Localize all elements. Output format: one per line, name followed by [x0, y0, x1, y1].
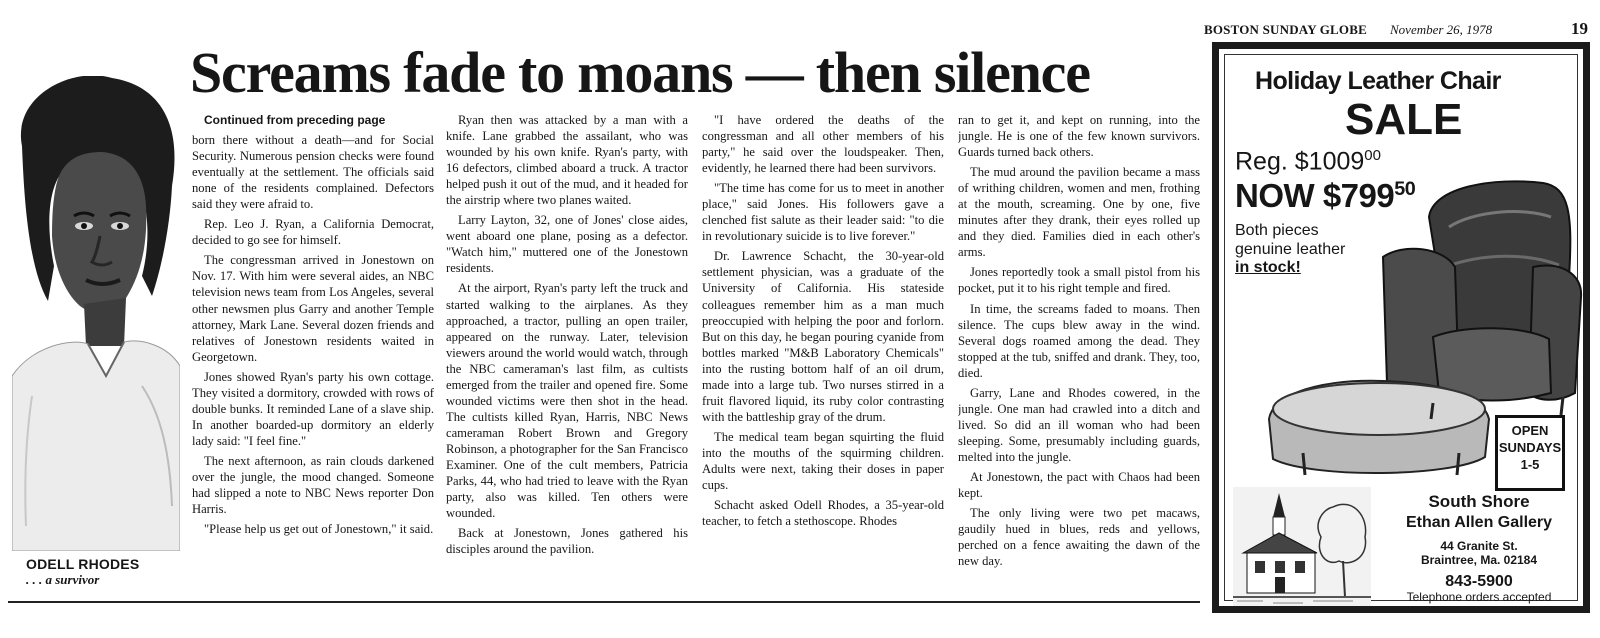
paragraph: Jones showed Ryan's party his own cottage. They visited a dormitory, crowded with rows of double bunks. It reminded Lane of a slave ship. In another boarded-up dormitory an elderly lady said: "I feel fine."	[192, 369, 434, 448]
continued-line: Continued from preceding page	[204, 113, 386, 127]
regular-price	[1235, 147, 1381, 176]
ad-sale-label: SALE	[1345, 95, 1463, 144]
now-price-value: $799	[1322, 177, 1395, 214]
publication-date: November 26, 1978	[1390, 22, 1493, 37]
reg-label: Reg.	[1235, 147, 1295, 176]
paragraph: Jones reportedly took a small pistol from his pocket, put it to his right temple and fired.	[958, 265, 1200, 296]
caption-name: ODELL RHODES	[26, 556, 140, 572]
ad-title: Holiday Leather Chair	[1255, 67, 1501, 95]
paragraph: "Please help us get out of Jonestown," it said.	[204, 522, 434, 537]
paragraph: The only living were two pet macaws, gaudily hued in blues, reds and yellows, perched on a fence awaiting the dawn of the new day.	[958, 506, 1200, 569]
article-column-3	[702, 112, 944, 590]
open-line-1: OPEN	[1511, 423, 1549, 438]
page-number: 19	[1571, 19, 1588, 38]
paragraph: The congressman arrived in Jonestown on Nov. 17. With him were several aides, an NBC television news team from Los Angeles, several other newsmen plus Garry and another Temple attorney, Mark Lane. Several dozen friends and relatives of Jonestown residents waited in Georgetown.	[192, 253, 434, 364]
paragraph: In time, the screams faded to moans. Then silence. The cups blew away in the wind. Several dogs roamed among the dead. They stopped at the tub, sniffed and drank. They, too, died.	[958, 301, 1200, 380]
paragraph: Rep. Leo J. Ryan, a California Democrat, decided to go see for himself.	[192, 217, 434, 248]
address-line-2: Braintree, Ma. 02184	[1420, 553, 1538, 567]
store-name-line-1: South Shore	[1428, 492, 1530, 511]
paragraph: The next afternoon, as rain clouds darkened over the jungle, the mood changed. Someone had slipped a note to NBC News reporter Don Harris.	[192, 453, 434, 517]
store-phone: 843-5900	[1445, 573, 1513, 590]
address-line-1: 44 Granite St.	[1440, 539, 1518, 553]
paragraph: At Jonestown, the pact with Chaos had been kept.	[958, 469, 1200, 501]
paragraph: At the airport, Ryan's party left the truck and started walking to the airplanes. As they approached, a tractor, pulling an open trailer, appeared on the runway. Later, television viewers around the world would watch, through the NBC cameraman's last film, as cultists emerged from the trailer and opened fire. Some wounded victims were then shot in the head. The cultists killed Ryan, Harris, NBC News cameraman Robert Brown and Gregory Robinson, a photographer for the San Francisco Examiner. One of the cult members, Patricia Parks, 44, who had tried to leave with the Ryan party, also was killed. Ten others were wounded.	[446, 281, 688, 521]
paragraph: ran to get it, and kept on running, into the jungle. He is one of the few known survivors. Guards turned back others.	[958, 113, 1200, 160]
ad-pieces-text	[1235, 221, 1345, 259]
paragraph: "The time has come for us to meet in another place," said Jones. His followers gave a clenched fist salute as their leader said: "to die in revolutionary suicide is to live forever."	[702, 181, 944, 244]
paragraph: The medical team began squirting the fluid into the mouths of the squirming children. Adults were next, taking their doses in paper cups.	[702, 429, 944, 493]
pieces-line-2: genuine leather	[1235, 241, 1346, 258]
article-headline: Screams fade to moans — then silence	[190, 40, 1090, 105]
gallery-building-illustration	[1233, 487, 1371, 609]
now-price-cents: 50	[1394, 178, 1416, 200]
open-sundays-badge	[1495, 415, 1565, 491]
paragraph: Dr. Lawrence Schacht, the 30-year-old settlement physician, was a graduate of the University of California. His stateside colleagues remember him as a man much preoccupied with helping the poor and forlorn. But on this day, he began pouring cyanide from bottles marked "M&B Laboratory Chemicals" into the rusting bottom half of an oil drum, made into a large tub. Two nurses stirred in a fruit flavored liquid, its ruby color contrasting with the battleship gray of the drum.	[702, 249, 944, 424]
open-line-2: SUNDAYS	[1498, 440, 1562, 455]
paragraph: The mud around the pavilion became a mass of writhing children, women and men, frothing at the mouth, screaming. One by one, five minutes after they drank, their eyes rolled up and they died. Families died in each other's arms.	[958, 165, 1200, 260]
paragraph: "I have ordered the deaths of the congressman and all other members of his party," he said over the loudspeaker. Then, evidently, he learned there had been survivors.	[702, 113, 944, 176]
paragraph: Ryan then was attacked by a man with a knife. Lane grabbed the assailant, who was wounded by his own knife. Ryan's party, with 16 defectors, climbed aboard a truck. A tractor helped push it out of the mud, and it headed for the airstrip where two planes waited.	[446, 113, 688, 208]
reg-price-value: $1009	[1294, 147, 1365, 176]
telephone-orders-note: Telephone orders accepted	[1406, 590, 1552, 604]
sale-price	[1235, 177, 1415, 215]
open-line-3: 1-5	[1520, 457, 1540, 472]
pieces-line-1: Both pieces	[1235, 222, 1319, 239]
article-column-2	[446, 112, 688, 590]
paragraph: born there without a death—and for Social Security. Numerous pension checks were found eventually at the settlement. The officials said none of the residents complained. Defectors said they were afraid to.	[192, 133, 434, 212]
article-column-4	[958, 112, 1200, 590]
in-stock-label: in stock!	[1235, 259, 1301, 276]
paragraph: Garry, Lane and Rhodes cowered, in the jungle. One man had crawled into a ditch and lived. So did an ill woman who had been sleeping. Some, presumably including guards, melted into the jungle.	[958, 385, 1200, 464]
store-name-line-2: Ethan Allen Gallery	[1405, 514, 1553, 531]
paragraph: Back at Jonestown, Jones gathered his disciples around the pavilion.	[446, 526, 688, 557]
now-label: NOW	[1235, 177, 1323, 214]
newspaper-name: BOSTON SUNDAY GLOBE	[1204, 22, 1367, 37]
photo-caption	[26, 556, 186, 588]
caption-subtitle: . . . a survivor	[26, 572, 100, 587]
chair-sale-advertisement	[1212, 42, 1590, 613]
paragraph: Schacht asked Odell Rhodes, a 35-year-old teacher, to fetch a stethoscope. Rhodes	[702, 498, 944, 529]
bottom-rule	[8, 601, 1200, 603]
ad-inner-border	[1224, 54, 1578, 604]
store-info	[1371, 491, 1587, 604]
paragraph: Larry Layton, 32, one of Jones' close aides, went aboard one plane, posing as a defector. "Watch him," muttered one of the Jonestown residents.	[446, 213, 688, 276]
masthead	[1204, 19, 1588, 40]
store-address	[1371, 539, 1587, 567]
article-column-1	[192, 112, 434, 590]
portrait-photo	[12, 76, 180, 551]
reg-price-cents: 00	[1364, 147, 1381, 164]
